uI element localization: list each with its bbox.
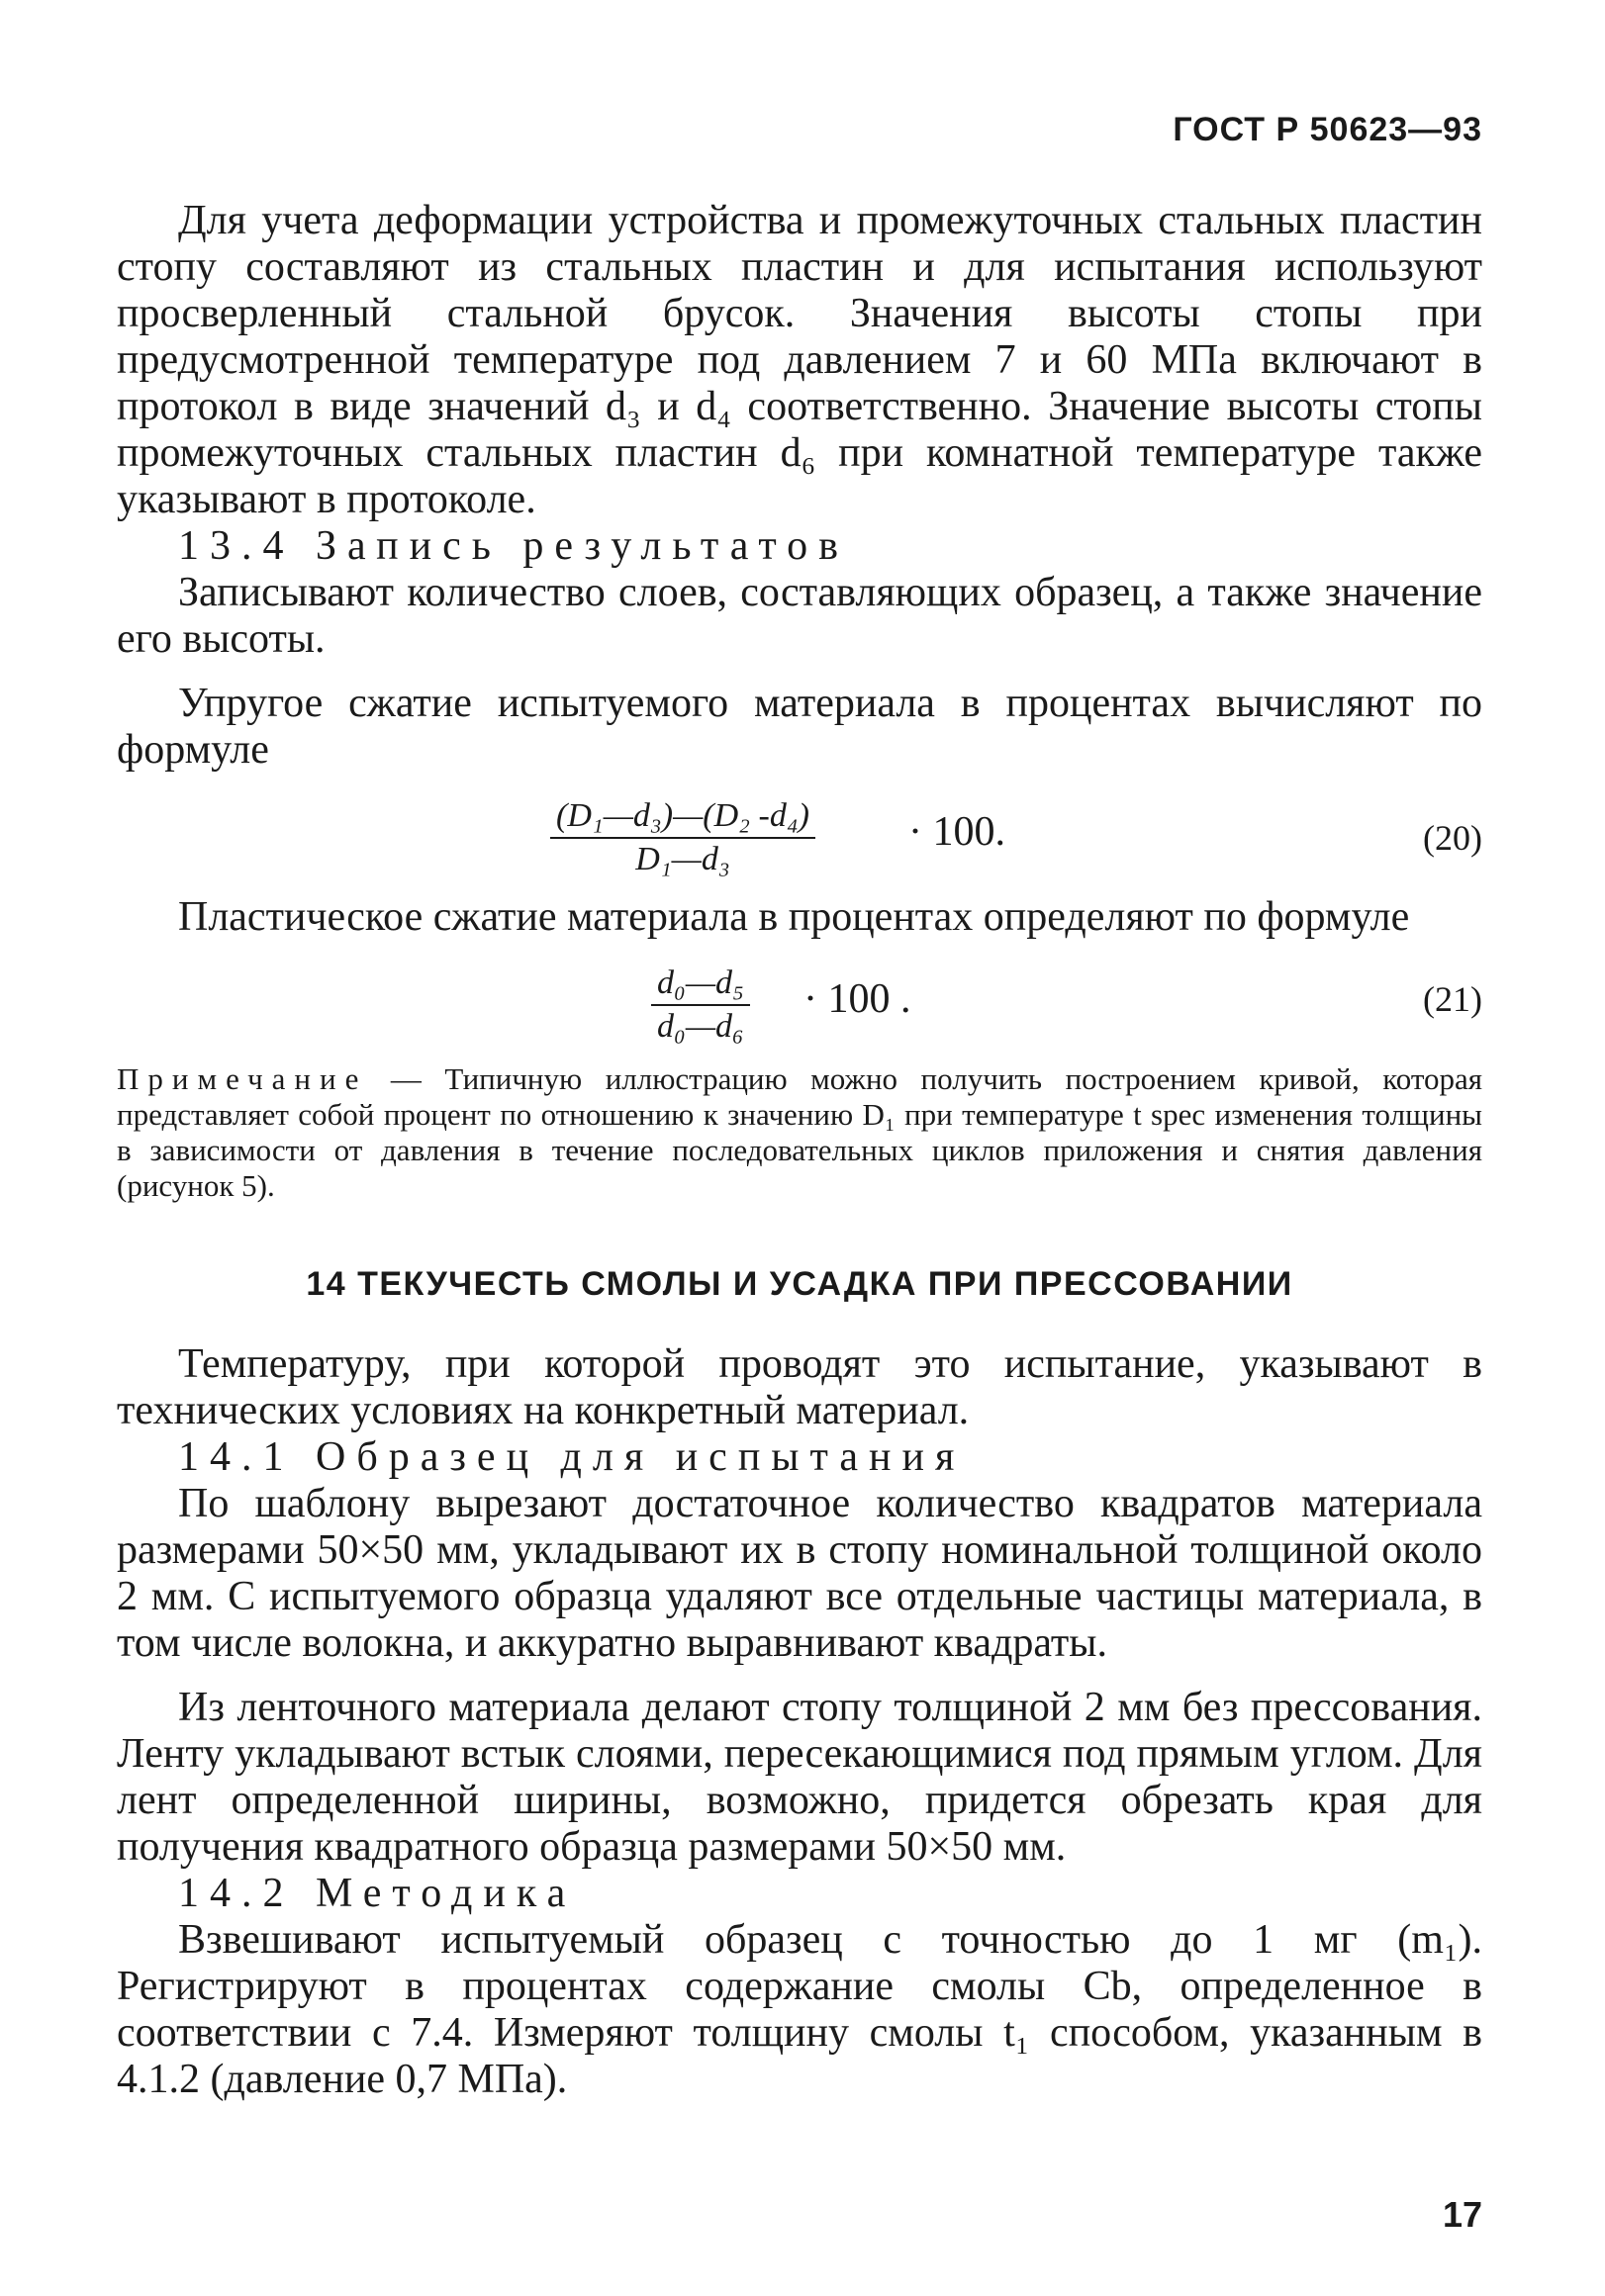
document-header: ГОСТ Р 50623—93 xyxy=(1173,111,1482,148)
paragraph-template-squares: По шаблону вырезают достаточное количество квадратов материала размерами 50×50 мм, укладывают их в стопу номинальной толщиной около 2 мм. С испытуемого образца удаляют все отдельные частицы материала, в том числе волокна, и аккуратно выравнивают квадраты. xyxy=(117,1481,1482,1666)
paragraph-elastic-compression: Упругое сжатие испытуемого материала в процентах вычисляют по формуле xyxy=(117,681,1482,773)
note-text: — Типичную иллюстрацию можно получить построением кривой, которая представляет собой процент по отношению к значению D₁ при температуре t spec изменения толщины в зависимости от давления в течение последовательных циклов приложения и снятия давления (рисунок 5). xyxy=(117,1061,1482,1203)
formula-21 xyxy=(117,955,1482,1050)
page-number: 17 xyxy=(1442,2194,1482,2235)
formula-20-denominator: D₁—d₃ xyxy=(635,841,730,877)
formula-20-multiplier: · 100. xyxy=(908,809,1005,855)
formula-21-denominator: d₀—d₆ xyxy=(657,1008,744,1045)
paragraph-record-layers: Записывают количество слоев, составляющих образец, а также значение его высоты. xyxy=(117,570,1482,662)
paragraph-plastic-compression: Пластическое сжатие материала в процентах определяют по формуле xyxy=(178,894,1410,940)
note xyxy=(117,1061,1482,1204)
section-14-title: 14 ТЕКУЧЕСТЬ СМОЛЫ И УСАДКА ПРИ ПРЕССОВАНИИ xyxy=(306,1265,1293,1303)
paragraph-deformation: Для учета деформации устройства и промежуточных стальных пластин стопу составляют из стальных пластин и для испытания используют просверленный стальной брусок. Значения высоты стопы при предусмотренной температуре под давлением 7 и 60 МПа включают в протокол в виде значений d₃ и d₄ соответственно. Значение высоты стопы промежуточных стальных пластин d₆ при комнатной температуре также указывают в протоколе. xyxy=(117,198,1482,522)
paragraph-weighing: Взвешивают испытуемый образец с точностью до 1 мг (m₁). Регистрируют в процентах содержание смолы Cb, определенное в соответствии с 7.4. Измеряют толщину смолы t₁ способом, указанным в 4.1.2 (давление 0,7 МПа). xyxy=(117,1917,1482,2102)
paragraph-temperature: Температуру, при которой проводят это испытание, указывают в технических условиях на конкретный материал. xyxy=(117,1341,1482,1433)
formula-21-fraction xyxy=(651,964,750,1046)
subsection-heading-14-2: 14.2 Методика xyxy=(178,1871,577,1916)
page-content xyxy=(117,198,1482,2103)
formula-21-number: (21) xyxy=(1423,979,1482,1019)
formula-20-fraction xyxy=(550,797,815,878)
formula-21-multiplier: · 100 . xyxy=(803,976,911,1022)
subsection-heading-13-4: 13.4 Запись результатов xyxy=(178,523,849,569)
formula-20-number: (20) xyxy=(1423,818,1482,858)
paragraph-tape-material: Из ленточного материала делают стопу толщиной 2 мм без прессования. Ленту укладывают встык слоями, пересекающимися под прямым углом. Для лент определенной ширины, возможно, придется обрезать края для получения квадратного образца размерами 50×50 мм. xyxy=(117,1685,1482,1870)
formula-20 xyxy=(117,787,1482,882)
note-label: Примечание xyxy=(117,1061,368,1096)
formula-20-numerator: (D₁—d₃)—(D₂ -d₄) xyxy=(550,797,815,839)
subsection-heading-14-1: 14.1 Образец для испытания xyxy=(178,1434,966,1480)
formula-21-numerator: d₀—d₅ xyxy=(651,964,750,1006)
